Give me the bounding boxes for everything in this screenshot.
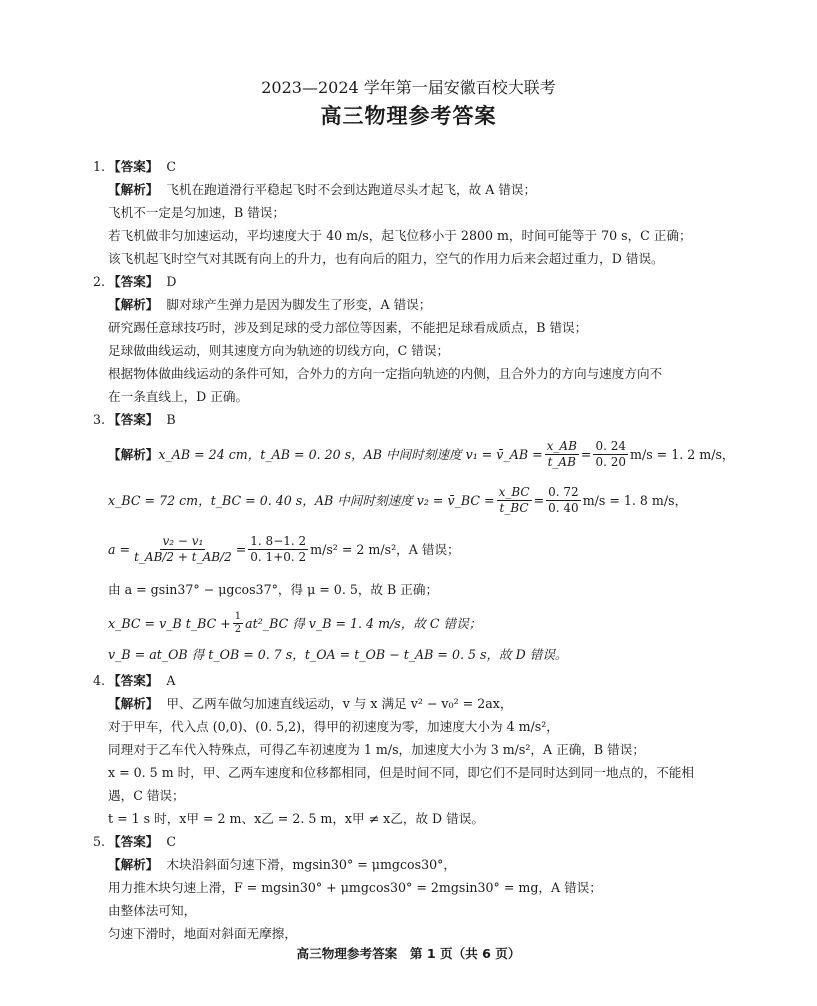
q1-analysis-label: 【解析】 [108,182,159,197]
q2-number: 2. [93,274,106,289]
q3-text-6: v_B = at_OB 得 t_OB = 0. 7 s，t_OA = t_OB − t_AB = 0. 5 s，故 D 错误。 [108,647,568,662]
q3-answer-label: 【答案】 [108,412,159,427]
q3-f1-frac-b [593,439,628,470]
frac-denominator: t_BC [499,500,529,515]
q1-text-3: 该飞机起飞时空气对其既有向上的升力，也有向后的阻力，空气的作用力后来会超过重力，D 错误。 [108,251,664,266]
q2-answer-line [93,270,733,293]
q4-text-2: 同理对于乙车代入特殊点，可得乙车初速度为 1 m/s，加速度大小为 3 m/s²，A 正确，B 错误； [108,742,645,757]
q3-formula-1 [93,431,733,477]
q4-analysis-line [93,692,733,715]
frac-denominator: 0. 20 [595,454,627,469]
q2-text-2: 足球做曲线运动，则其速度方向为轨迹的切线方向，C 错误； [108,343,450,358]
q5-answer-line [93,830,733,853]
q5-text-3: 匀速下滑时，地面对斜面无摩擦， [108,926,297,941]
frac-numerator: 1. 8−1. 2 [250,533,307,548]
q3-answer-value: B [166,412,176,427]
q3-f3-eq: = [235,541,247,557]
q4-number: 4. [93,673,106,688]
q3-formula-5 [93,605,733,641]
q4-text-3: x = 0. 5 m 时，甲、乙两车速度和位移都相同，但是时间不同，即它们不是同时达到同一地点的，不能相 [108,765,694,780]
frac-numerator: 0. 24 [595,438,627,453]
q3-f2-pre: x_BC = 72 cm，t_BC = 0. 40 s，AB 中间时刻速度 v₂ = v̄_BC = [108,492,495,508]
q3-formula-2 [93,477,733,523]
q1-text-1: 飞机不一定是匀加速，B 错误； [108,205,285,220]
q3-f5-post: at²_BC 得 v_B = 1. 4 m/s，故 C 错误； [245,615,482,631]
q3-number: 3. [93,412,106,427]
page-title: 高三物理参考答案 [320,103,497,128]
frac-numerator: 0. 72 [548,484,579,499]
q4-text-1: 对于甲车，代入点 (0,0)、(0. 5,2)，得甲的初速度为零，加速度大小为 4 m/s²， [108,719,559,734]
q3-f1-pre: x_AB = 24 cm，t_AB = 0. 20 s，AB 中间时刻速度 v₁ = v̄_AB = [158,446,543,462]
q1-analysis-line [93,178,733,201]
frac-numerator: x_AB [546,438,577,453]
q1-answer-value: C [166,159,177,174]
q2-text-4: 在一条直线上，D 正确。 [108,389,249,404]
exam-header: 2023—2024 学年第一届安徽百校大联考 [261,78,556,97]
frac-denominator: t_AB [547,454,576,469]
q2-analysis-label: 【解析】 [108,297,159,312]
q5-answer-value: C [166,834,177,849]
q3-f1-frac-a [545,439,579,470]
q4-text-4: 遇，C 错误； [108,788,185,803]
q3-f3-frac-b [248,534,308,565]
q5-text-2: 由整体法可知， [108,903,197,918]
q5-analysis-label: 【解析】 [108,857,159,872]
q3-f1-post: m/s = 1. 2 m/s， [630,446,735,462]
q5-analysis-line [93,853,733,876]
q3-f5-pre: x_BC = v_B t_BC + [108,615,231,631]
q3-formula-3 [93,523,733,575]
q1-text-0: 飞机在跑道滑行平稳起飞时不会到达跑道尽头才起飞，故 A 错误； [166,182,537,197]
q4-text-5: t = 1 s 时，x甲 = 2 m、x乙 = 2. 5 m，x甲 ≠ x乙，故 D 错误。 [108,811,484,826]
frac-denominator: t_AB/2 + t_AB/2 [134,549,232,564]
q2-answer-label: 【答案】 [108,274,159,289]
page-footer: 高三物理参考答案 第 1 页（共 6 页） [296,946,521,961]
q2-analysis-line [93,293,733,316]
q4-analysis-label: 【解析】 [108,696,159,711]
q2-answer-value: D [166,274,177,289]
frac-denominator: 0. 1+0. 2 [250,549,307,564]
q2-text-0: 脚对球产生弹力是因为脚发生了形变，A 错误； [166,297,432,312]
q2-text-3: 根据物体做曲线运动的条件可知，合外力的方向一定指向轨迹的内侧，且合外力的方向与速度方向不 [108,366,663,381]
q4-answer-line [93,669,733,692]
q3-f2-frac-b [546,485,581,516]
q3-answer-line [93,408,733,431]
q1-answer-line [93,155,733,178]
q1-number: 1. [93,159,106,174]
q3-text-4: 由 a = gsin37° − μgcos37°，得 μ = 0. 5，故 B 正确； [108,582,439,597]
q4-answer-label: 【答案】 [108,673,159,688]
frac-denominator: 0. 40 [548,500,579,515]
q3-f3-post: m/s² = 2 m/s²，A 错误； [310,541,460,557]
q5-answer-label: 【答案】 [108,834,159,849]
q3-f2-frac-a [497,485,532,516]
frac-denominator: 2 [234,623,242,635]
q1-answer-label: 【答案】 [108,159,159,174]
q3-f2-post: m/s = 1. 8 m/s， [582,492,688,508]
q5-text-1: 用力推木块匀速上滑，F = mgsin30° + μmgcos30° = 2mgsin30° = mg，A 错误； [108,880,602,895]
q3-f5-frac [233,611,243,636]
q5-text-0: 木块沿斜面匀速下滑，mgsin30° = μmgcos30°， [166,857,457,872]
q1-text-2: 若飞机做非匀加速运动，平均速度大于 40 m/s，起飞位移小于 2800 m，时间可能等于 70 s，C 正确； [108,228,692,243]
q3-f3-frac-a [132,534,234,565]
q4-answer-value: A [166,673,176,688]
frac-numerator: x_BC [498,484,530,499]
q5-number: 5. [93,834,106,849]
q4-text-0: 甲、乙两车做匀加速直线运动，v 与 x 满足 v² − v₀² = 2ax， [166,696,513,711]
q3-f1-eq: = [580,446,592,462]
frac-numerator: v₂ − v₁ [162,533,204,548]
q3-analysis-label: 【解析】 [108,446,159,462]
q3-f3-pre: a = [108,541,131,557]
q2-text-1: 研究踢任意球技巧时，涉及到足球的受力部位等因素，不能把足球看成质点，B 错误； [108,320,588,335]
frac-numerator: 1 [234,610,242,622]
answer-content [93,155,733,945]
q3-f2-eq: = [533,492,545,508]
